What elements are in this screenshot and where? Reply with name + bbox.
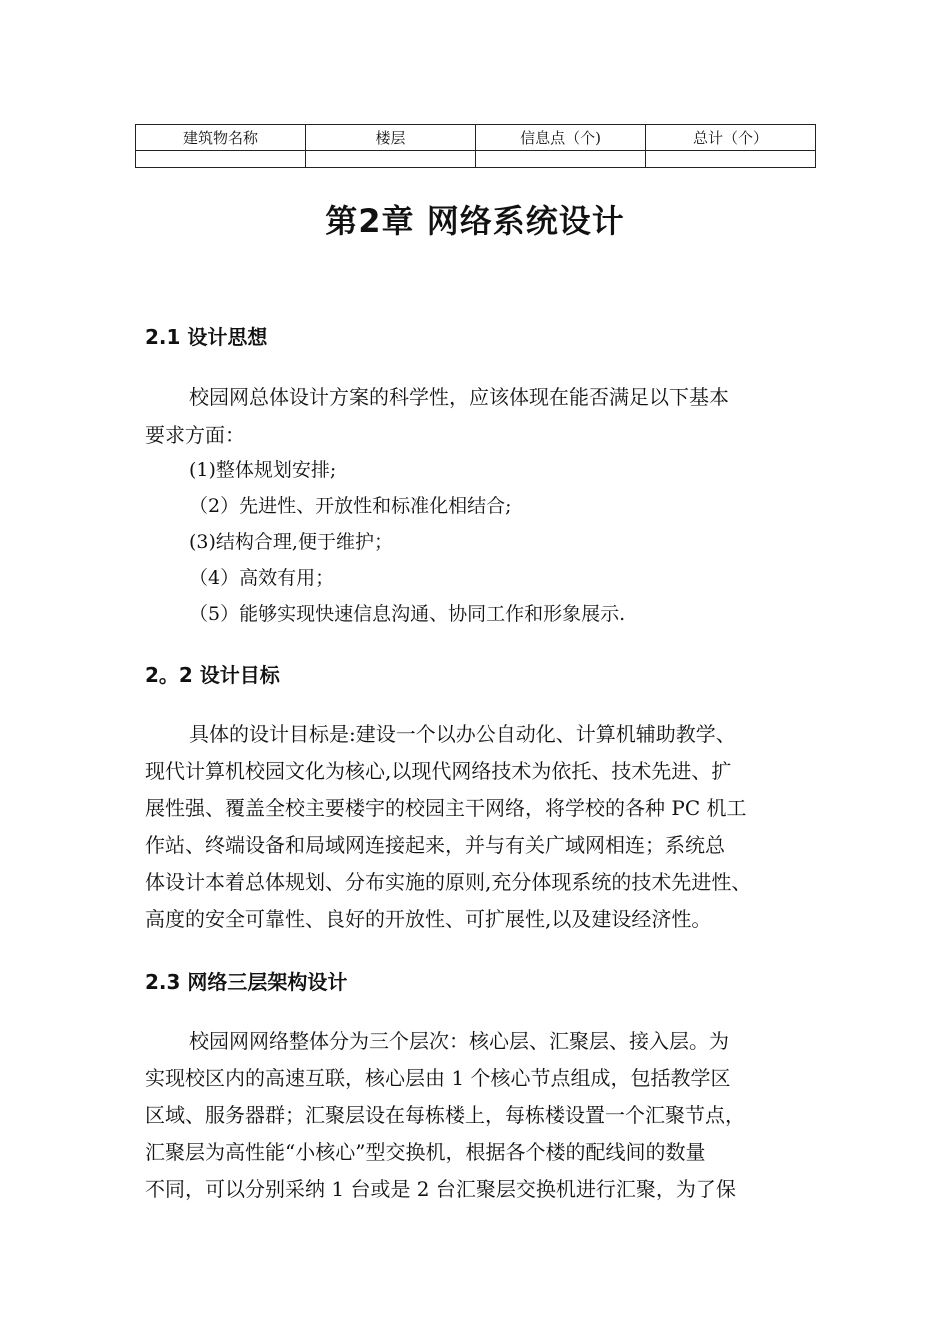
paragraph-line: 不同，可以分别采纳 1 台或是 2 台汇聚层交换机进行汇聚，为了保 (145, 1177, 736, 1201)
table-header-info-points: 信息点（个) (476, 125, 646, 151)
section-heading-2-2: 2。2 设计目标 (145, 663, 280, 687)
paragraph-line: 区域、服务器群；汇聚层设在每栋楼上，每栋楼设置一个汇聚节点， (145, 1103, 745, 1127)
list-item: (1)整体规划安排; (189, 459, 337, 481)
table-row (136, 151, 816, 168)
paragraph-line: 实现校区内的高速互联，核心层由 1 个核心节点组成，包括教学区 (145, 1066, 731, 1090)
table-header-total: 总计（个） (646, 125, 816, 151)
list-item: （2）先进性、开放性和标准化相结合; (189, 495, 512, 517)
chapter-title: 第2章 网络系统设计 (325, 202, 625, 240)
paragraph-line: 高度的安全可靠性、良好的开放性、可扩展性,以及建设经济性。 (145, 907, 712, 931)
paragraph-line: 要求方面： (145, 423, 245, 447)
list-item: (3)结构合理,便于维护； (189, 531, 393, 553)
section-heading-2-3: 2.3 网络三层架构设计 (145, 970, 348, 994)
list-item: （5）能够实现快速信息沟通、协同工作和形象展示. (189, 603, 626, 625)
paragraph-line: 体设计本着总体规划、分布实施的原则,充分体现系统的技术先进性、 (145, 870, 752, 894)
paragraph-line: 汇聚层为高性能“小核心”型交换机，根据各个楼的配线间的数量 (145, 1140, 706, 1164)
paragraph-line: 具体的设计目标是:建设一个以办公自动化、计算机辅助教学、 (189, 722, 736, 746)
table-cell (136, 151, 306, 168)
paragraph-line: 展性强、覆盖全校主要楼宇的校园主干网络，将学校的各种 PC 机工 (145, 796, 747, 820)
info-point-table (135, 124, 816, 168)
paragraph-line: 校园网总体设计方案的科学性，应该体现在能否满足以下基本 (189, 385, 729, 409)
table-header-building: 建筑物名称 (136, 125, 306, 151)
table-cell (646, 151, 816, 168)
table-header-floor: 楼层 (306, 125, 476, 151)
paragraph-line: 校园网网络整体分为三个层次：核心层、汇聚层、接入层。为 (189, 1029, 729, 1053)
paragraph-line: 现代计算机校园文化为核心,以现代网络技术为依托、技术先进、扩 (145, 759, 732, 783)
table-cell (476, 151, 646, 168)
section-heading-2-1: 2.1 设计思想 (145, 325, 268, 349)
paragraph-line: 作站、终端设备和局域网连接起来，并与有关广域网相连；系统总 (145, 833, 725, 857)
list-item: （4）高效有用； (189, 567, 335, 589)
table-cell (306, 151, 476, 168)
table-header-row (136, 125, 816, 151)
